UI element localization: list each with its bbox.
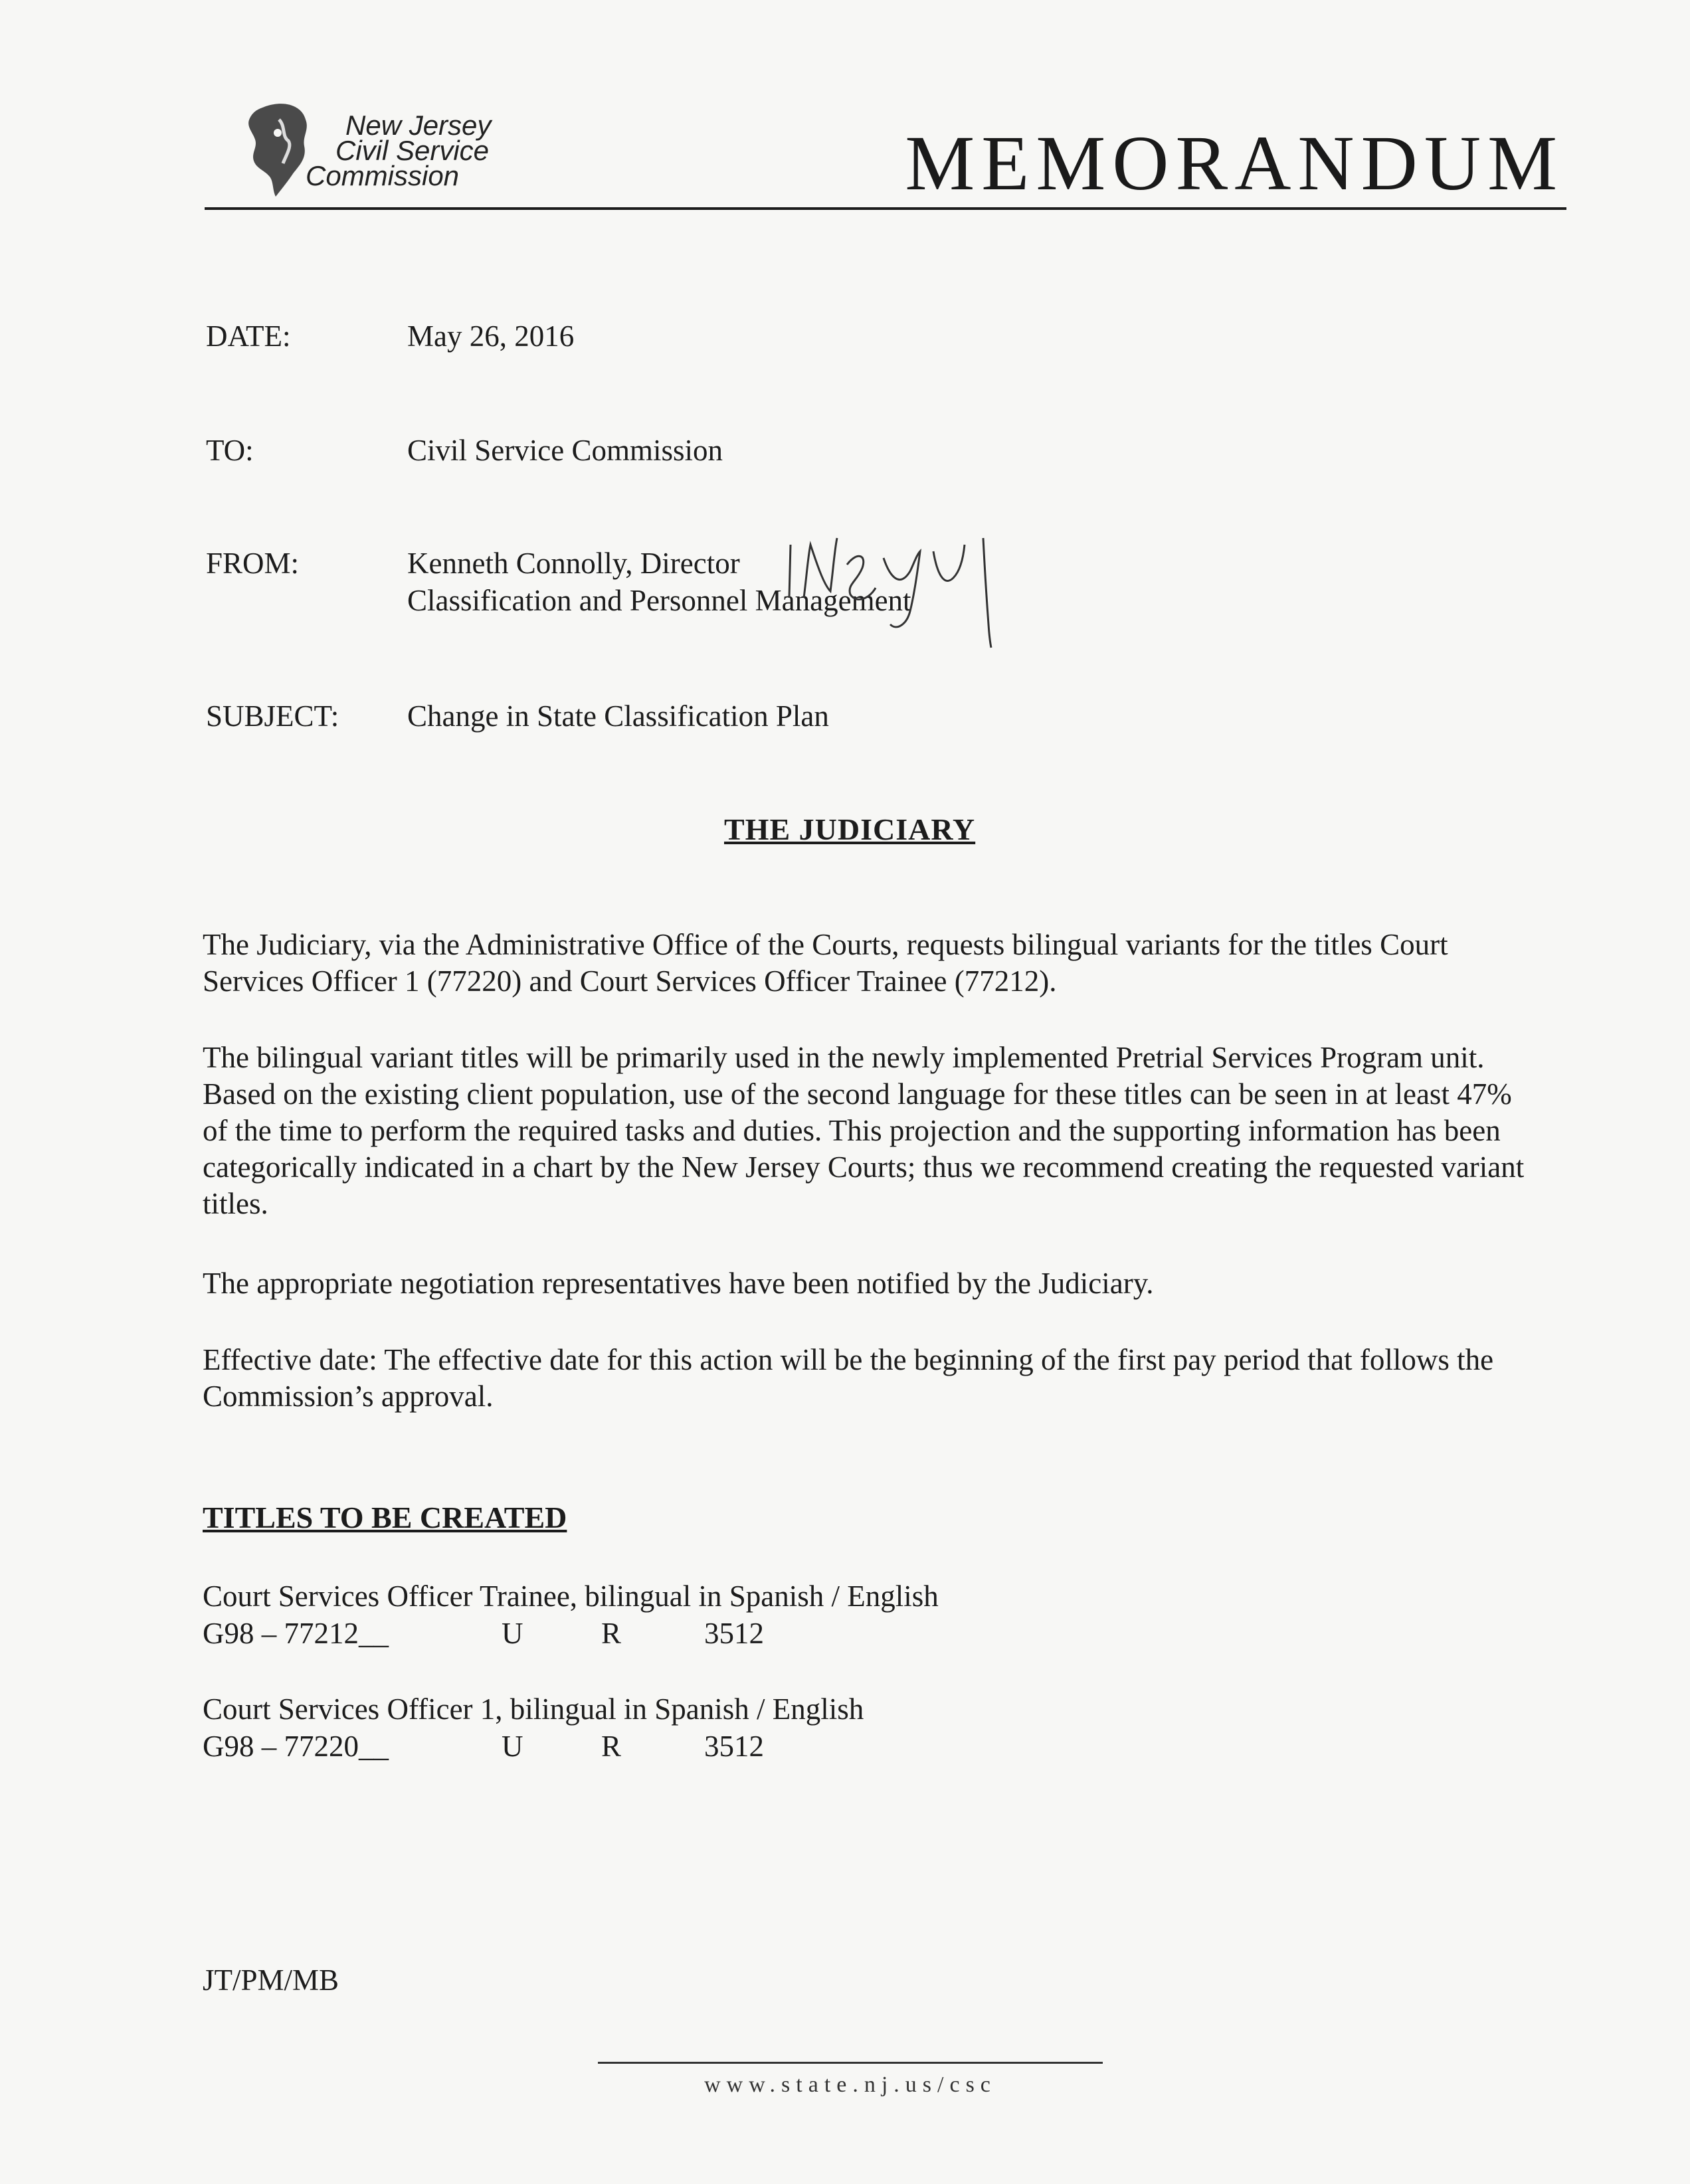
letterhead-logo [239, 100, 531, 199]
date-value: May 26, 2016 [407, 319, 575, 353]
title-name: Court Services Officer 1, bilingual in Spanish / English [203, 1692, 864, 1726]
body-paragraph-3: The appropriate negotiation representatives have been notified by the Judiciary. [203, 1267, 1154, 1300]
from-name-line: Kenneth Connolly, Director [407, 547, 740, 580]
section-heading: THE JUDICIARY [724, 812, 976, 846]
title-entry [203, 1578, 939, 1652]
title-code-row [203, 1615, 939, 1652]
body-paragraph-1: The Judiciary, via the Administrative Office of the Courts, requests bilingual variants for the titles Court Services Officer 1 (77220) and Court Services Officer Trainee (77212). [203, 928, 1448, 998]
title-entry [203, 1690, 864, 1765]
memo-title: MEMORANDUM [905, 120, 1564, 207]
date-label: DATE: [206, 319, 291, 353]
from-dept-line: Classification and Personnel Management [407, 584, 911, 617]
to-label: TO: [206, 434, 254, 467]
footer-url: www.state.nj.us/csc [704, 2072, 996, 2097]
organization-name [306, 110, 492, 191]
title-col-3: 3512 [704, 1617, 764, 1650]
subject-label: SUBJECT: [206, 699, 339, 733]
title-col-1: U [502, 1617, 523, 1650]
to-value: Civil Service Commission [407, 434, 723, 467]
org-line-3: Commission [306, 160, 460, 191]
title-code: G98 – 77212__ [203, 1617, 389, 1650]
subject-value: Change in State Classification Plan [407, 699, 829, 733]
body-paragraph-2: The bilingual variant titles will be primarily used in the newly implemented Pretrial Services Program unit. Based on the existing client population, use of the second language for these titles can be seen in at least 47% of the time to perform the required tasks and duties. This projection and the supporting information has been categorically indicated in a chart by the New Jersey Courts; thus we recommend creating the requested variant titles. [203, 1041, 1525, 1220]
from-label: FROM: [206, 547, 300, 580]
handwritten-initials-signature [784, 525, 1036, 651]
org-line-2: Civil Service [335, 135, 490, 166]
title-name: Court Services Officer Trainee, bilingual in Spanish / English [203, 1580, 939, 1613]
typist-initials: JT/PM/MB [203, 1963, 339, 1997]
org-line-1: New Jersey [345, 110, 492, 141]
title-col-1: U [502, 1730, 523, 1763]
header-rule [205, 207, 1566, 210]
title-col-3: 3512 [704, 1730, 764, 1763]
title-col-2: R [601, 1617, 622, 1650]
title-code: G98 – 77220__ [203, 1730, 389, 1763]
titles-heading: TITLES TO BE CREATED [203, 1501, 567, 1534]
title-col-2: R [601, 1730, 622, 1763]
title-code-row [203, 1728, 864, 1765]
body-paragraph-4: Effective date: The effective date for this action will be the beginning of the first pay period that follows the Commission’s approval. [203, 1343, 1494, 1413]
footer-rule [598, 2062, 1103, 2064]
